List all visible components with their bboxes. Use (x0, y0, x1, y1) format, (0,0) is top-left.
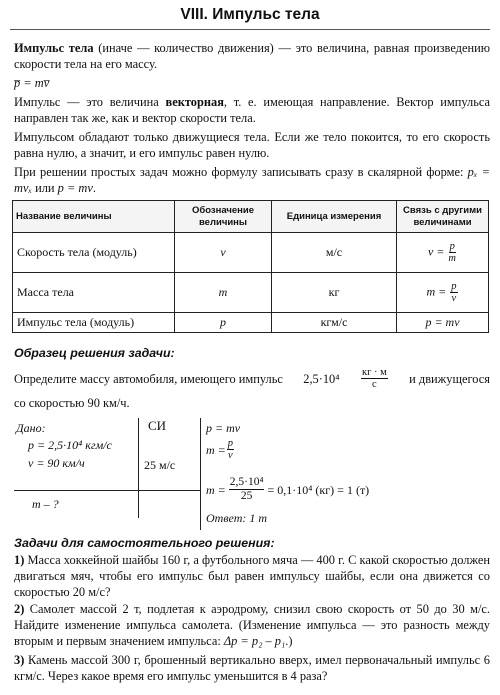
vector-word: векторная (165, 95, 224, 109)
fraction-numerator: p (451, 281, 457, 292)
given-v: v = 90 км/ч (28, 456, 85, 470)
col-header-symbol: Обозначение величины (175, 201, 272, 233)
vector-text-b: , т. е. имеющая направление. Вектор импульса направлен так же, как и вектор скорости тела. (14, 95, 490, 125)
divider-si-solution (200, 418, 201, 530)
title-divider (10, 29, 490, 30)
step-3-numerator: 2,5·10⁴ (229, 476, 264, 488)
given-label: Дано: (16, 421, 46, 435)
task-2-text: Самолет массой 2 т, подлетая к аэродрому, снизил свою скорость от 50 до 30 м/с. Найдите изменение импульса самолета. (Изменение импульса — это разность между вторым и первым значением импульса: (14, 602, 490, 648)
scalar-formula-2: p = mv (57, 181, 93, 195)
step-2-denominator: v (228, 450, 233, 461)
cell-symbol: p (175, 313, 272, 333)
sample-task-value: 2,5·10⁴ (303, 371, 340, 386)
sample-task-unit (361, 367, 388, 390)
scalar-formula-1: pₓ = mvₓ (14, 165, 490, 195)
step-2-fraction (227, 438, 234, 461)
relation-fraction (450, 281, 457, 304)
table-header-row (13, 201, 489, 233)
given-p: p = 2,5·10⁴ кгм/с (28, 438, 112, 452)
task-2-number: 2) (14, 602, 25, 616)
task-2 (14, 601, 490, 649)
tasks-heading: Задачи для самостоятельного решения: (14, 536, 275, 550)
relation-left: v = (427, 244, 445, 259)
task-1-number: 1) (14, 553, 25, 567)
cell-unit: м/с (272, 233, 397, 273)
relation-left: m = (426, 284, 447, 299)
step-3-denominator: 25 (240, 490, 253, 502)
scalar-text: При решении простых задач можно формулу записывать сразу в скалярной форме: (14, 165, 464, 179)
page-title: VIII. Импульс тела (180, 6, 320, 23)
sample-task-line-2: со скоростью 90 км/ч. (14, 396, 130, 410)
sample-task-text: Определите массу автомобиля, имеющего импульс (14, 371, 283, 386)
quantities-table (12, 200, 489, 333)
task-1-text: Масса хоккейной шайбы 160 г, а футбольного мяча — 400 г. С какой скоростью должен двигаться мяч, чтобы его импульс был равен импульсу шайбы, если она движется со скоростью 20 м/с? (14, 553, 490, 599)
sample-task-text-b: и движущегося (409, 371, 490, 386)
solution-step-2 (206, 438, 235, 461)
definition-text: (иначе — количество движения) — это величина, равная произведению скорости тела на его массу. (14, 41, 490, 71)
cell-symbol: m (175, 273, 272, 313)
task-2-formula: Δp = p₂ – p₁ (223, 634, 286, 648)
step-3-fraction (229, 476, 265, 503)
divider-given-find (14, 490, 200, 491)
cell-name: Импульс тела (модуль) (13, 313, 175, 333)
table-row (13, 313, 489, 333)
scalar-or: или (35, 181, 55, 195)
cell-unit: кг (272, 273, 397, 313)
sample-heading: Образец решения задачи: (14, 346, 175, 360)
rest-paragraph: Импульсом обладают только движущиеся тела. Если же тело покоится, то его скорость равна нулю, а значит, и его импульс равен нулю. (14, 130, 490, 160)
definition-term: Импульс тела (14, 41, 94, 55)
si-label: СИ (148, 418, 167, 433)
formula-vector: p̅ = mv̅ (14, 76, 50, 90)
fraction-numerator: p (449, 241, 455, 252)
solution-step-1: p = mv (206, 421, 241, 435)
task-3-number: 3) (14, 653, 25, 667)
fraction-denominator: v (451, 293, 457, 304)
scalar-paragraph: При решении простых задач можно формулу записывать сразу в скалярной форме: pₓ = mvₓ или p = mv. (14, 165, 490, 195)
step-3-right: = 0,1·10⁴ (кг) = 1 (т) (267, 482, 370, 497)
cell-relation (397, 233, 489, 273)
cell-name: Скорость тела (модуль) (13, 233, 175, 273)
col-header-name: Название величины (13, 201, 175, 233)
definition-paragraph (14, 40, 490, 72)
step-2-left: m = (206, 442, 226, 457)
relation-fraction (448, 241, 456, 264)
si-v: 25 м/с (144, 458, 176, 472)
cell-name: Масса тела (13, 273, 175, 313)
cell-relation (397, 273, 489, 313)
col-header-relation: Связь с другими величинами (397, 201, 489, 233)
cell-relation: p = mv (397, 313, 489, 333)
step-2-numerator: p (227, 438, 234, 449)
table-row (13, 233, 489, 273)
vector-paragraph (14, 94, 490, 126)
task-3-text: Камень массой 300 г, брошенный вертикально вверх, имел первоначальный импульс 6 кгм/с. Через какое время его импульс уменьшится в 4 раза? (14, 653, 490, 683)
solution-step-3 (206, 476, 369, 503)
step-3-left: m = (206, 482, 226, 497)
sample-task-line (14, 367, 490, 390)
col-header-unit: Единица измерения (272, 201, 397, 233)
table-row (13, 273, 489, 313)
cell-symbol: v (175, 233, 272, 273)
cell-unit: кгм/с (272, 313, 397, 333)
fraction-denominator: m (448, 253, 457, 264)
task-1 (14, 552, 490, 600)
find-m: m – ? (32, 497, 59, 511)
solution-answer: Ответ: 1 т (206, 511, 268, 525)
divider-given-si (138, 418, 139, 518)
task-3 (14, 652, 490, 684)
vector-text-a: Импульс — это величина (14, 95, 166, 109)
task-2-end: .) (285, 634, 293, 648)
unit-numerator: кг · м (361, 367, 387, 378)
unit-denominator: с (372, 379, 377, 390)
